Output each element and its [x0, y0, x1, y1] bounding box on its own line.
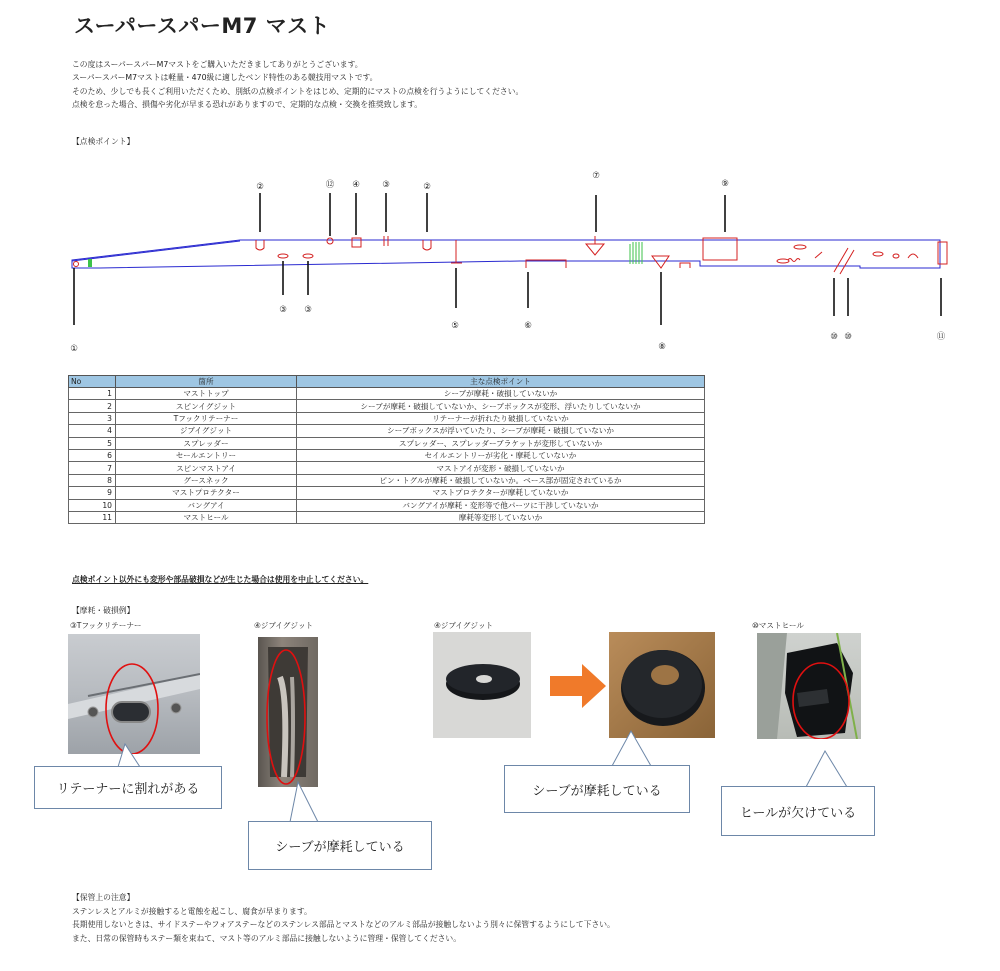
page-title: スーパースパーM7 マスト	[74, 14, 331, 38]
cell-no: 3	[69, 412, 116, 424]
marker-6: ⑥	[524, 321, 532, 331]
care-line: ステンレスとアルミが接触すると電蝕を起こし、腐食が早まります。	[72, 906, 312, 916]
usage-warning: 点検ポイント以外にも変形や部品破損などが生じた場合は使用を中止してください。	[72, 575, 369, 584]
callout-sheave-worn: シーブが摩耗している	[248, 821, 432, 870]
cell-point: リテーナーが折れたり破損していないか	[297, 412, 705, 424]
care-line: また、日常の保管時もステー類を束ねて、マスト等のアルミ部品に接触しないように管理・保管してください。	[72, 933, 462, 943]
callout-sheave-worn-2: シーブが摩耗している	[504, 765, 690, 813]
cell-no: 8	[69, 474, 116, 486]
cell-no: 11	[69, 511, 116, 523]
cell-place: グースネック	[116, 474, 297, 486]
caption-mast-heel: ⑩マストヒール	[752, 621, 804, 630]
cell-place: マストヒール	[116, 511, 297, 523]
cell-place: スピンイグジット	[116, 400, 297, 412]
caption-t-hook: ③Tフックリテーナー	[70, 621, 142, 630]
col-header-place: 箇所	[116, 376, 297, 388]
cell-place: マストトップ	[116, 388, 297, 400]
marker-3: ③	[304, 305, 312, 315]
care-heading: 【保管上の注意】	[72, 893, 135, 902]
marker-8: ⑧	[658, 342, 666, 352]
inspection-heading: 【点検ポイント】	[72, 137, 135, 146]
marker-7: ⑦	[592, 171, 600, 181]
intro-line: この度はスーパースパーM7マストをご購入いただきましてありがとうございます。	[72, 60, 363, 69]
marker-2: ②	[256, 182, 264, 192]
cell-point: スプレッダー、スプレッダーブラケットが変形していないか	[297, 437, 705, 449]
cell-point: マストプロテクターが摩耗していないか	[297, 487, 705, 499]
intro-line: スーパースパーM7マストは軽量・470級に適したベンド特性のある競技用マストです。	[72, 73, 378, 83]
cell-no: 7	[69, 462, 116, 474]
caption-jib-exit-2: ④ジブイグジット	[434, 621, 494, 630]
care-line: 長期使用しないときは、サイドステーやフォアステーなどのステンレス部品とマストなどのアルミ部品が接触しないよう別々に保管するようにして下さい。	[72, 920, 615, 930]
col-header-point: 主な点検ポイント	[297, 376, 705, 388]
cell-place: ジブイグジット	[116, 425, 297, 437]
marker-2: ②	[423, 182, 431, 192]
marker-9: ⑨	[721, 179, 729, 189]
intro-line: 点検を怠った場合、損傷や劣化が早まる恐れがありますので、定期的な点検・交換を推奨致します。	[72, 99, 423, 109]
cell-no: 10	[69, 499, 116, 511]
marker-10: ⑩	[844, 332, 852, 342]
cell-place: マストプロテクター	[116, 487, 297, 499]
marker-4: ④	[352, 180, 360, 190]
cell-point: 摩耗等変形していないか	[297, 511, 705, 523]
marker-12: ⑫	[325, 180, 335, 190]
marker-11: ⑪	[936, 332, 946, 342]
intro-line: そのため、少しでも長くご利用いただくため、別紙の点検ポイントをはじめ、定期的にマストの点検を行うようにしてください。	[72, 86, 524, 96]
marker-5: ⑤	[451, 321, 459, 331]
callout-retainer-crack: リテーナーに割れがある	[34, 766, 222, 809]
cell-place: セールエントリー	[116, 449, 297, 461]
cell-point: マストアイが変形・破損していないか	[297, 462, 705, 474]
cell-no: 1	[69, 388, 116, 400]
caption-jib-exit: ④ジブイグジット	[254, 621, 314, 630]
marker-3: ③	[382, 180, 390, 190]
cell-no: 6	[69, 449, 116, 461]
marker-10: ⑩	[830, 332, 838, 342]
cell-place: スピンマストアイ	[116, 462, 297, 474]
cell-no: 5	[69, 437, 116, 449]
cell-point: ピン・トグルが摩耗・破損していないか。ベース部が固定されているか	[297, 474, 705, 486]
cell-point: バングアイが摩耗・変形等で他パーツに干渉していないか	[297, 499, 705, 511]
cell-point: シーブが摩耗・破損していないか、シーブボックスが変形、浮いたりしていないか	[297, 400, 705, 412]
cell-point: シーブボックスが浮いていたり、シーブが摩耗・破損していないか	[297, 425, 705, 437]
callout-heel-chipped: ヒールが欠けている	[721, 786, 875, 836]
cell-point: シーブが摩耗・破損していないか	[297, 388, 705, 400]
marker-1: ①	[70, 344, 78, 354]
col-header-no: No	[69, 376, 116, 388]
cell-no: 9	[69, 487, 116, 499]
cell-place: バングアイ	[116, 499, 297, 511]
wear-heading: 【摩耗・破損例】	[72, 606, 135, 615]
storage-notes	[72, 891, 615, 945]
cell-place: Tフックリテーナー	[116, 412, 297, 424]
marker-3: ③	[279, 305, 287, 315]
cell-place: スプレッダー	[116, 437, 297, 449]
cell-point: セイルエントリーが劣化・摩耗していないか	[297, 449, 705, 461]
cell-no: 4	[69, 425, 116, 437]
cell-no: 2	[69, 400, 116, 412]
